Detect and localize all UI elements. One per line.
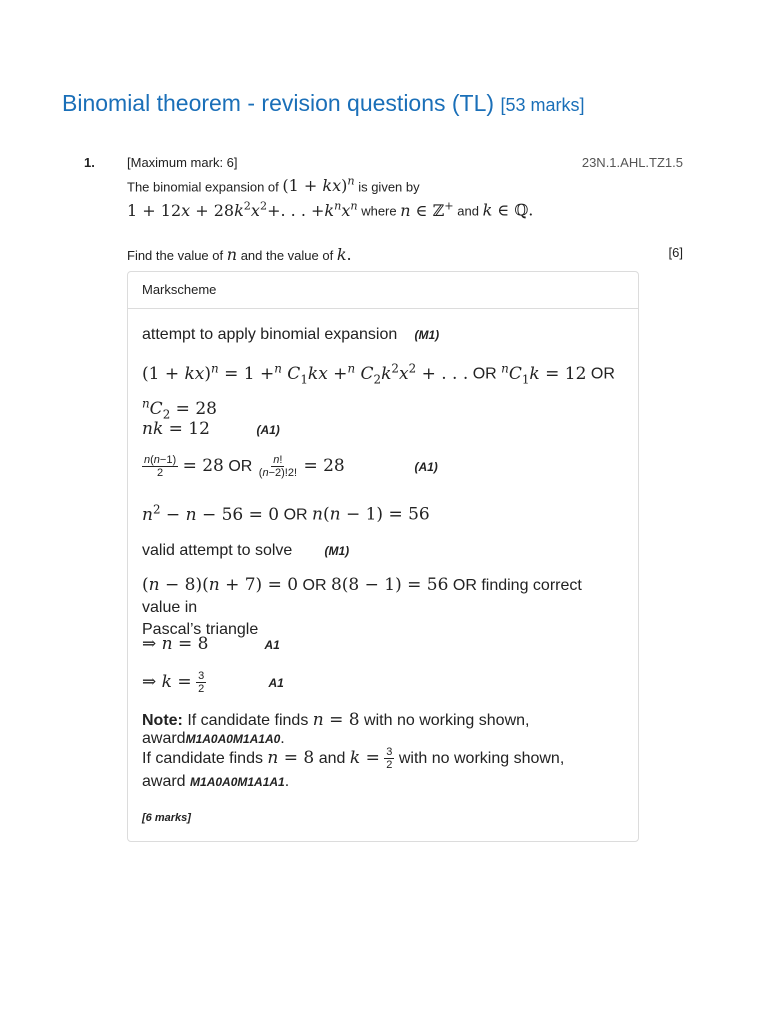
math-expression: k = [349,747,380,768]
math-expression: ⇒ k = [142,671,192,692]
or-word: OR [283,506,308,524]
mark-code: (A1) [414,459,438,474]
pascal-text-2: Pascal’s triangle [142,621,259,638]
math-fraction: $\frac{3}{2}$ [198,670,205,696]
note-text: If candidate finds [187,712,309,729]
math-expression: k ∈ ℚ. [482,200,534,220]
find-marks: [6] [668,244,683,260]
ms-total [142,808,624,826]
mark-code: (A1) [256,423,280,437]
or-word: OR [472,365,497,383]
question-header [127,155,683,170]
fraction-equation [142,454,410,479]
math-expression: = 28 [303,455,345,476]
math-expression: $^nC_1k = 12$ [501,361,587,387]
ms-step-quadratic [142,502,624,525]
mark-code: A1 [268,675,284,690]
ms-step-factor [142,574,624,641]
mark-code: M1A0A0M1A1A1 [190,775,285,790]
find-text-2: and the value of [240,247,334,263]
pascal-text: finding correct value in [142,577,582,616]
math-expression: ⇒ n = 8 [142,634,209,654]
question-intro [127,174,683,198]
intro-suffix: is given by [358,179,420,195]
max-mark: [Maximum mark: 6] [127,155,238,170]
or-word: OR [228,457,253,475]
or-word: OR [302,577,327,594]
total-marks-label: [6 marks] [142,812,191,824]
where-word: where [361,203,397,219]
and-word: and [457,203,479,219]
find-text [127,245,352,264]
question-expansion [127,198,683,222]
mark-code: A1 [264,638,280,652]
or-word: OR [452,577,477,594]
find-row [127,245,683,264]
question-reference: 23N.1.AHL.TZ1.5 [581,155,683,170]
markscheme-panel [127,271,639,842]
math-expression: n ∈ ℤ+ [400,199,454,220]
markscheme-heading: Markscheme [128,272,638,309]
intro-text: The binomial expansion of [127,179,279,195]
ms-step-solve [142,542,624,560]
ms-step-n-value [142,634,624,654]
math-fraction: $\frac{3}{2}$ [386,746,393,772]
total-marks: [53 marks] [500,95,585,115]
math-expression: (1 + kx)$^n$ [282,175,355,196]
if-text-2: with no working shown, [398,749,565,767]
math-expression: $1 + 12x + 28k^2x^2+$. . . $+k^nx^n$ [127,199,358,220]
math-expression: k. [336,244,352,264]
or-word: OR [590,365,615,383]
question-body [127,155,683,264]
ms-if-candidate: If candidate finds n = 8 and k = $\frac{3}{2}$ with no working shown, award M1A0A0M1A1A1. [142,746,565,791]
ms-step-fraction [142,454,624,479]
ms-step-expansion [142,326,624,344]
step-text: valid attempt to solve [142,542,293,559]
math-expression: 8(8 − 1) = 56 [330,575,449,595]
step-text: attempt to apply binomial expansion [142,326,398,343]
page-title [62,90,584,117]
note-label: Note: [142,712,183,729]
ms-step-nk [142,419,624,439]
mark-code: M1A0A0M1A1A0 [185,732,281,746]
math-expression: $^nC_2 = 28$ [142,396,217,422]
math-expression: n = 8 [312,710,360,730]
award-prefix: award [142,773,186,791]
math-expression: n = 8 [267,747,315,768]
if-text: If candidate finds [142,749,263,767]
find-text-1: Find the value of [127,247,224,263]
note-text-2: with no working shown, award [142,712,530,747]
question-number: 1. [84,155,95,170]
mark-code: (M1) [324,544,350,558]
math-expression: nk = 12 [142,419,210,439]
math-fraction: $\frac{n!}{(n-2)!2!}$ [258,454,298,480]
math-expression: (n − 8)(n + 7) = 0 [142,575,299,595]
ms-step-k-value [142,670,624,695]
ms-note: Note: If candidate finds n = 8 with no working shown, awardM1A0A0M1A1A0. [142,710,530,747]
math-expression: $n^2 - n - 56 = 0$ [142,502,280,525]
math-fraction: $\frac{n(n-1)}{2}$ [144,454,177,480]
title-text: Binomial theorem - revision questions (TL) [62,90,495,116]
and-word: and [318,749,346,767]
math-expression: n [226,244,238,264]
math-expression: (1 + kx)$^n$ = 1 +$^n$ $C_1kx +^n$ $C_2k^2x^2$ + . . . [142,361,469,387]
ms-expansion-formula [142,356,624,426]
k-equation [142,670,264,695]
mark-code: (M1) [414,328,440,342]
math-expression: n(n − 1) = 56 [312,504,430,525]
math-expression: = 28 [182,455,224,476]
